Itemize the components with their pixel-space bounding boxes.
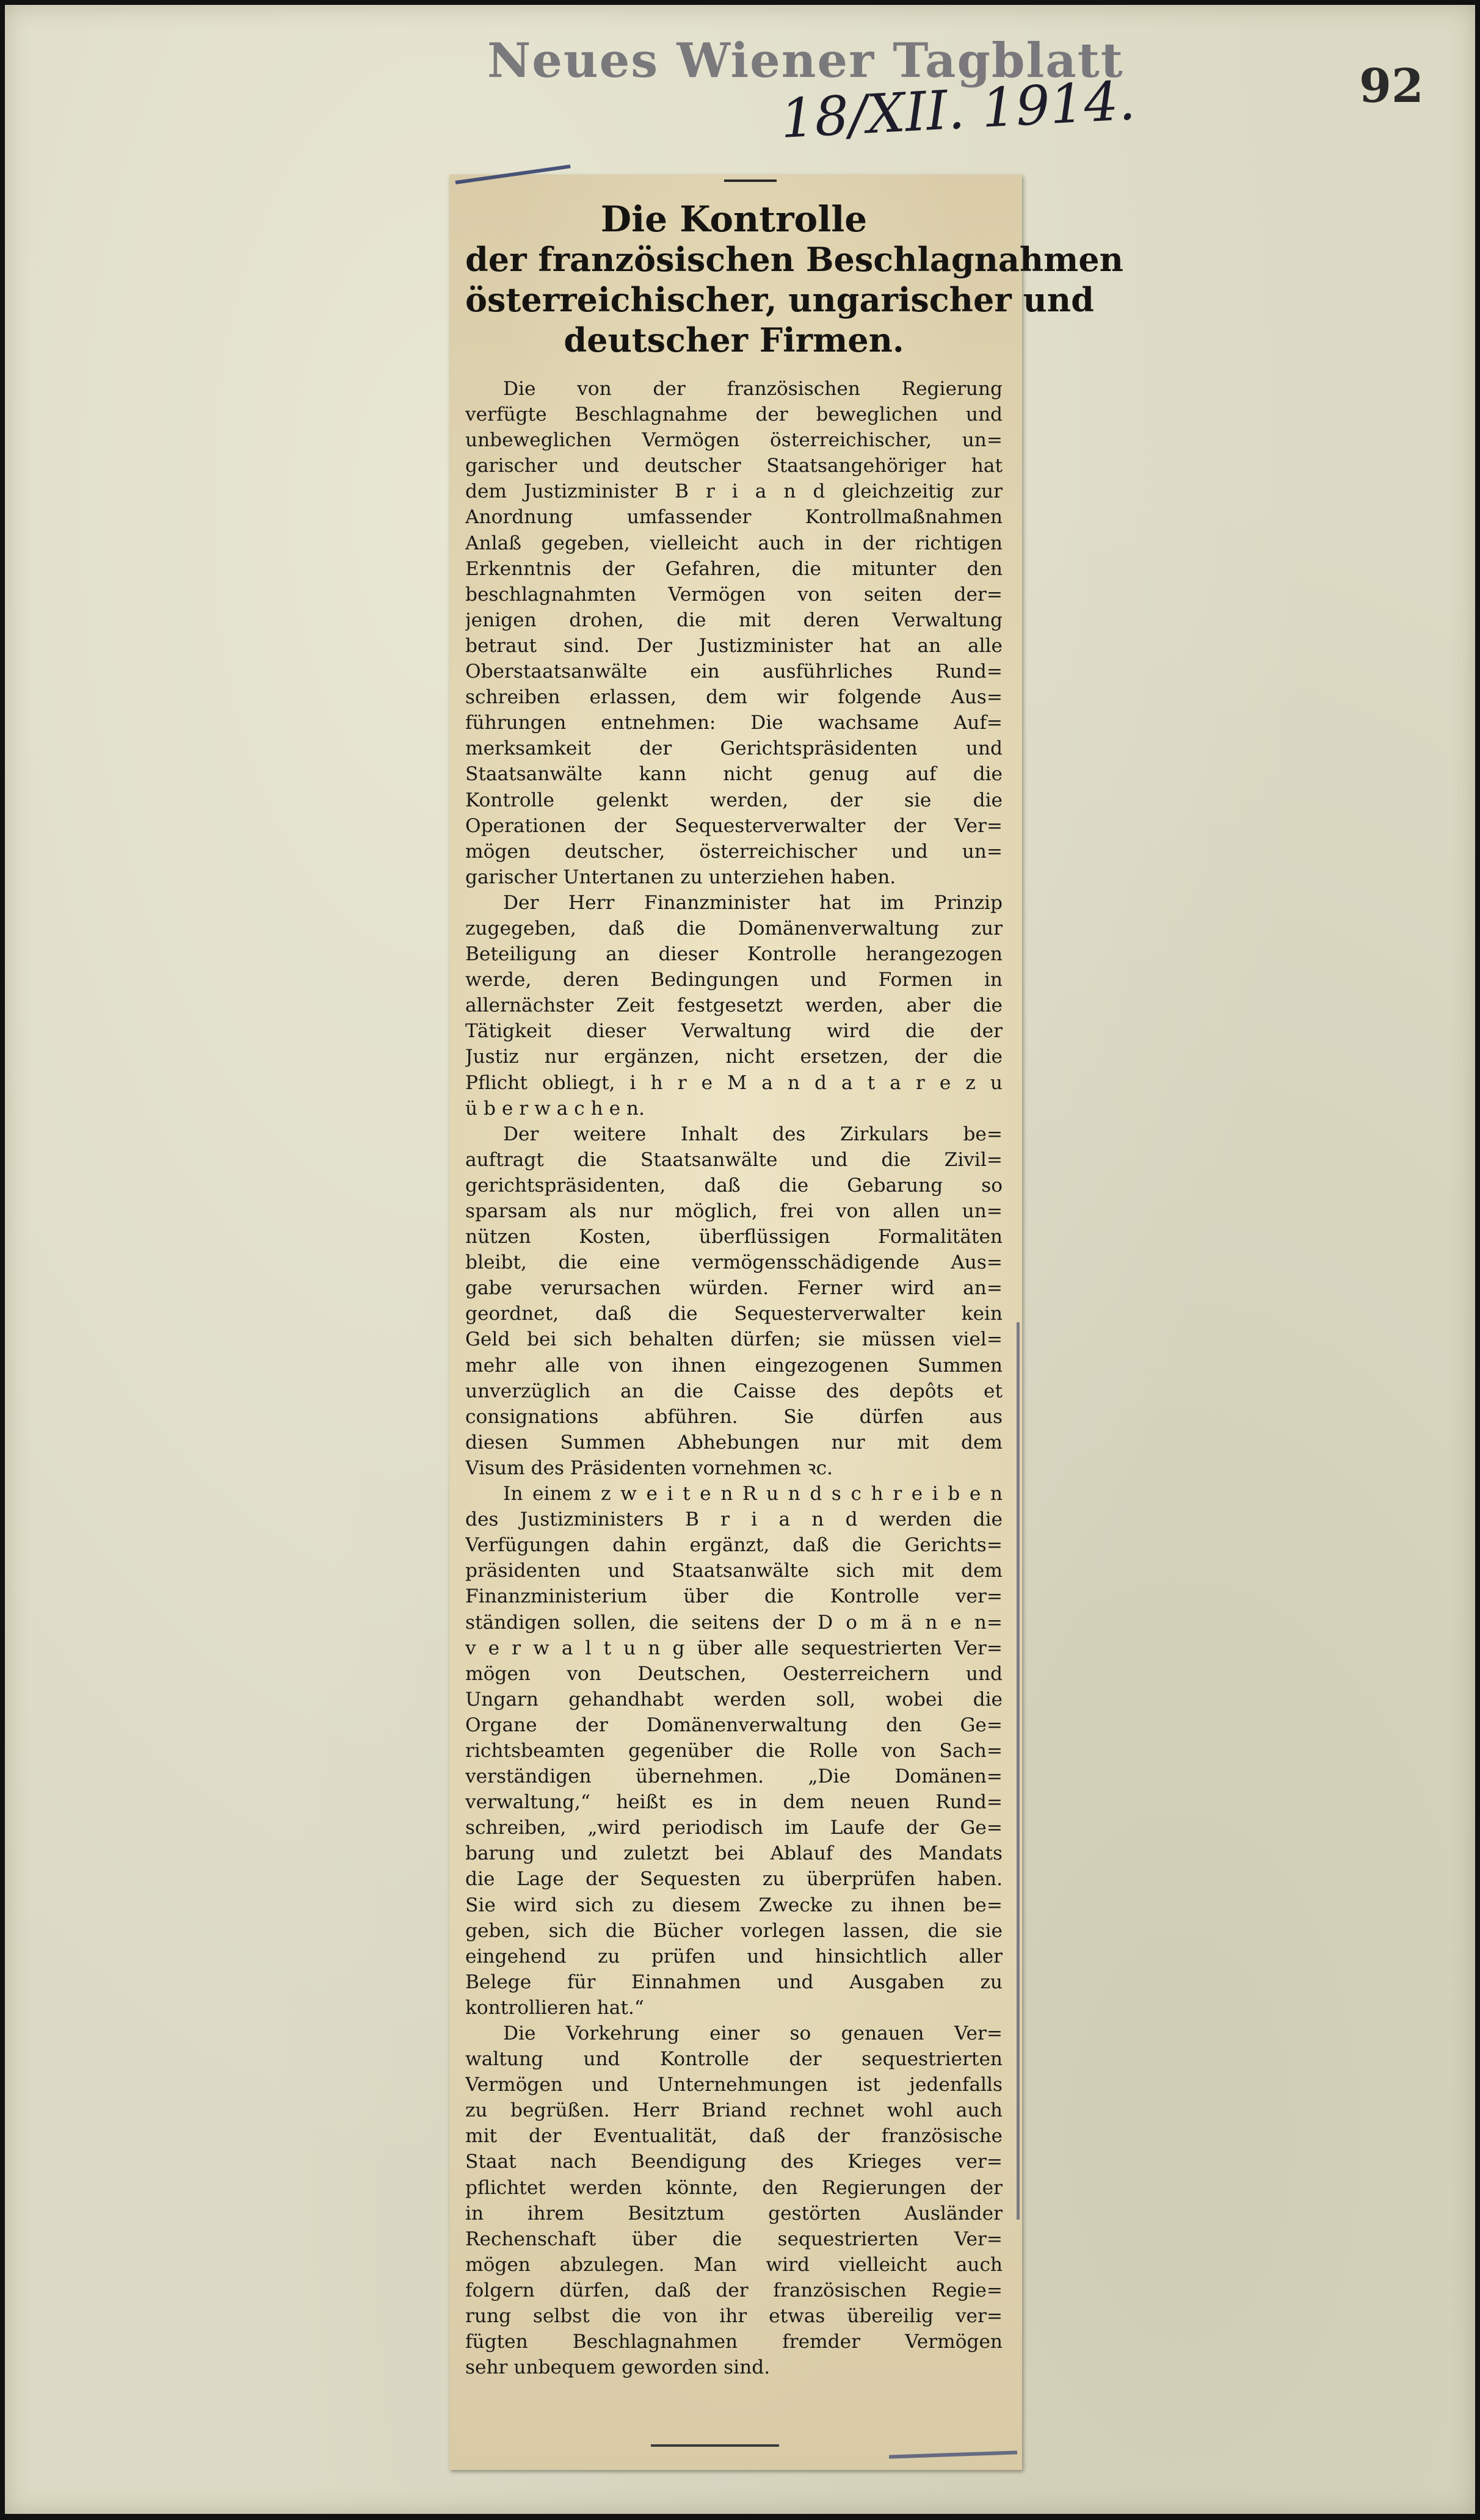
article-line: zugegeben, daß die Domänenverwaltung zur <box>465 917 1003 940</box>
article-line: unverzüglich an die Caisse des depôts et <box>465 1380 1003 1402</box>
article-line: Sie wird sich zu diesem Zwecke zu ihnen be= <box>465 1894 1003 1916</box>
article-line: folgern dürfen, daß der französischen Regie= <box>465 2279 1003 2301</box>
article-line: dem Justizminister B r i a n d gleichzeitig zur <box>465 480 1003 503</box>
article-line: richtsbeamten gegenüber die Rolle von Sach= <box>465 1739 1003 1762</box>
article-line: bleibt, die eine vermögensschädigende Aus= <box>465 1251 1003 1274</box>
article-line: nützen Kosten, überflüssigen Formalitäten <box>465 1226 1003 1248</box>
article-line: Justiz nur ergänzen, nicht ersetzen, der die <box>465 1046 1003 1068</box>
article-line: auftragt die Staatsanwälte und die Zivil= <box>465 1148 1003 1171</box>
article-line: mit der Eventualität, daß der französische <box>465 2125 1003 2148</box>
article-line: gabe verursachen würden. Ferner wird an= <box>465 1277 1003 1300</box>
article-line: werde, deren Bedingungen und Formen in <box>465 969 1003 991</box>
article-line: mehr alle von ihnen eingezogenen Summen <box>465 1354 1003 1377</box>
headline-line: deutscher Firmen. <box>564 320 904 360</box>
article-line: zu begrüßen. Herr Briand rechnet wohl auch <box>465 2099 1003 2122</box>
article-line: sehr unbequem geworden sind. <box>465 2356 771 2379</box>
article-line: verwaltung,“ heißt es in dem neuen Rund= <box>465 1791 1003 1814</box>
article-line: unbeweglichen Vermögen österreichischer, un= <box>465 429 1003 452</box>
article-line: In einem z w e i t e n R u n d s c h r e i b e n <box>503 1483 1003 1505</box>
article-line: mögen von Deutschen, Oesterreichern und <box>465 1662 1003 1685</box>
article-line: Geld bei sich behalten dürfen; sie müssen viel= <box>465 1328 1003 1351</box>
article-line: die Lage der Sequesten zu überprüfen haben. <box>465 1868 1003 1891</box>
article-line: rung selbst die von ihr etwas übereilig ver= <box>465 2305 1003 2328</box>
headline-line: der französischen Beschlagnahmen <box>465 240 1123 279</box>
article-line: verfügte Beschlagnahme der beweglichen und <box>465 404 1003 426</box>
article-line: consignations abführen. Sie dürfen aus <box>465 1405 1003 1428</box>
article-line: jenigen drohen, die mit deren Verwaltung <box>465 609 1003 631</box>
pencil-mark-side <box>1017 1322 1020 2220</box>
article-line: beschlagnahmten Vermögen von seiten der= <box>465 583 1003 606</box>
article-line: Visum des Präsidenten vornehmen ꝛc. <box>465 1457 833 1479</box>
article-line: diesen Summen Abhebungen nur mit dem <box>465 1431 1003 1454</box>
headline-line: österreichischer, ungarischer und <box>465 280 1094 319</box>
article-line: sparsam als nur möglich, frei von allen un= <box>465 1200 1003 1222</box>
bottom-rule <box>651 2444 779 2447</box>
headline-line: Die Kontrolle <box>600 198 868 240</box>
article-line: führungen entnehmen: Die wachsame Auf= <box>465 712 1003 734</box>
article-line: präsidenten und Staatsanwälte sich mit dem <box>465 1560 1003 1582</box>
article-line: Staatsanwälte kann nicht genug auf die <box>465 763 1003 786</box>
article-line: schreiben erlassen, dem wir folgende Aus= <box>465 686 1003 709</box>
pencil-mark-bottom <box>889 2450 1017 2458</box>
article-line: betraut sind. Der Justizminister hat an alle <box>465 634 1003 657</box>
top-rule <box>724 179 777 182</box>
article-line: ü b e r w a c h e n. <box>465 1097 645 1120</box>
article-line: Erkenntnis der Gefahren, die mitunter den <box>465 557 1003 580</box>
article-line: eingehend zu prüfen und hinsichtlich aller <box>465 1945 1003 1968</box>
article-line: Der Herr Finanzminister hat im Prinzip <box>503 891 1003 914</box>
article-line: Die Vorkehrung einer so genauen Ver= <box>503 2022 1003 2044</box>
article-line: geordnet, daß die Sequesterverwalter kein <box>465 1303 1003 1325</box>
article-line: garischer und deutscher Staatsangehöriger hat <box>465 455 1003 477</box>
article-line: Beteiligung an dieser Kontrolle herangezogen <box>465 943 1003 966</box>
article-line: Staat nach Beendigung des Krieges ver= <box>465 2151 1003 2173</box>
newspaper-clipping <box>449 175 1123 2470</box>
article-line: schreiben, „wird periodisch im Laufe der Ge= <box>465 1817 1003 1839</box>
article-line: pflichtet werden könnte, den Regierungen der <box>465 2176 1003 2199</box>
article-line: mögen abzulegen. Man wird vielleicht auch <box>465 2253 1003 2276</box>
article-line: geben, sich die Bücher vorlegen lassen, die sie <box>465 1919 1003 1942</box>
article-line: Vermögen und Unternehmungen ist jedenfalls <box>465 2074 1003 2096</box>
article-line: mögen deutscher, österreichischer und un= <box>465 840 1003 863</box>
article-line: in ihrem Besitztum gestörten Ausländer <box>465 2202 1003 2225</box>
article-line: barung und zuletzt bei Ablauf des Mandats <box>465 1842 1003 1865</box>
article-line: merksamkeit der Gerichtspräsidenten und <box>465 737 1003 760</box>
article-line: garischer Untertanen zu unterziehen haben. <box>465 866 896 888</box>
article-line: Verfügungen dahin ergänzt, daß die Gerichts= <box>465 1534 1003 1557</box>
article-line: Der weitere Inhalt des Zirkulars be= <box>503 1123 1003 1145</box>
handwritten-date: 18/XII. 1914. <box>778 68 1137 151</box>
article-line: Die von der französischen Regierung <box>503 378 1003 400</box>
article-line: Pflicht obliegt, i h r e M a n d a t a r e z u <box>465 1071 1003 1094</box>
newspaper-stamp: Neues Wiener Tagblatt <box>487 33 1124 89</box>
article-line: Ungarn gehandhabt werden soll, wobei die <box>465 1688 1003 1711</box>
page-number: 92 <box>1359 59 1424 113</box>
article-line: Rechenschaft über die sequestrierten Ver= <box>465 2228 1003 2250</box>
article-line: verständigen übernehmen. „Die Domänen= <box>465 1765 1003 1788</box>
article-line: Kontrolle gelenkt werden, der sie die <box>465 789 1003 811</box>
article-line: Operationen der Sequesterverwalter der Ver= <box>465 814 1003 837</box>
article-line: kontrollieren hat.“ <box>465 1996 644 2019</box>
article-line: Oberstaatsanwälte ein ausführliches Rund= <box>465 661 1003 683</box>
article-line: gerichtspräsidenten, daß die Gebarung so <box>465 1174 1003 1197</box>
article-headline <box>465 198 1123 360</box>
article-line: Finanzministerium über die Kontrolle ver= <box>465 1585 1003 1608</box>
article-line: Anordnung umfassender Kontrollmaßnahmen <box>465 506 1003 529</box>
article-line: Belege für Einnahmen und Ausgaben zu <box>465 1971 1003 1993</box>
article-line: v e r w a l t u n g über alle sequestrierten Ver= <box>465 1637 1003 1659</box>
article-line: allernächster Zeit festgesetzt werden, aber die <box>465 994 1003 1017</box>
article-line: des Justizministers B r i a n d werden die <box>465 1508 1003 1531</box>
article-line: Organe der Domänenverwaltung den Ge= <box>465 1714 1003 1736</box>
article-line: fügten Beschlagnahmen fremder Vermögen <box>465 2331 1003 2353</box>
article-line: waltung und Kontrolle der sequestrierten <box>465 2048 1003 2071</box>
article-line: Anlaß gegeben, vielleicht auch in der richtigen <box>465 532 1003 554</box>
article-body <box>465 376 1003 2380</box>
article-line: Tätigkeit dieser Verwaltung wird die der <box>465 1020 1003 1043</box>
article-line: ständigen sollen, die seitens der D o m ä n e n= <box>465 1611 1003 1634</box>
